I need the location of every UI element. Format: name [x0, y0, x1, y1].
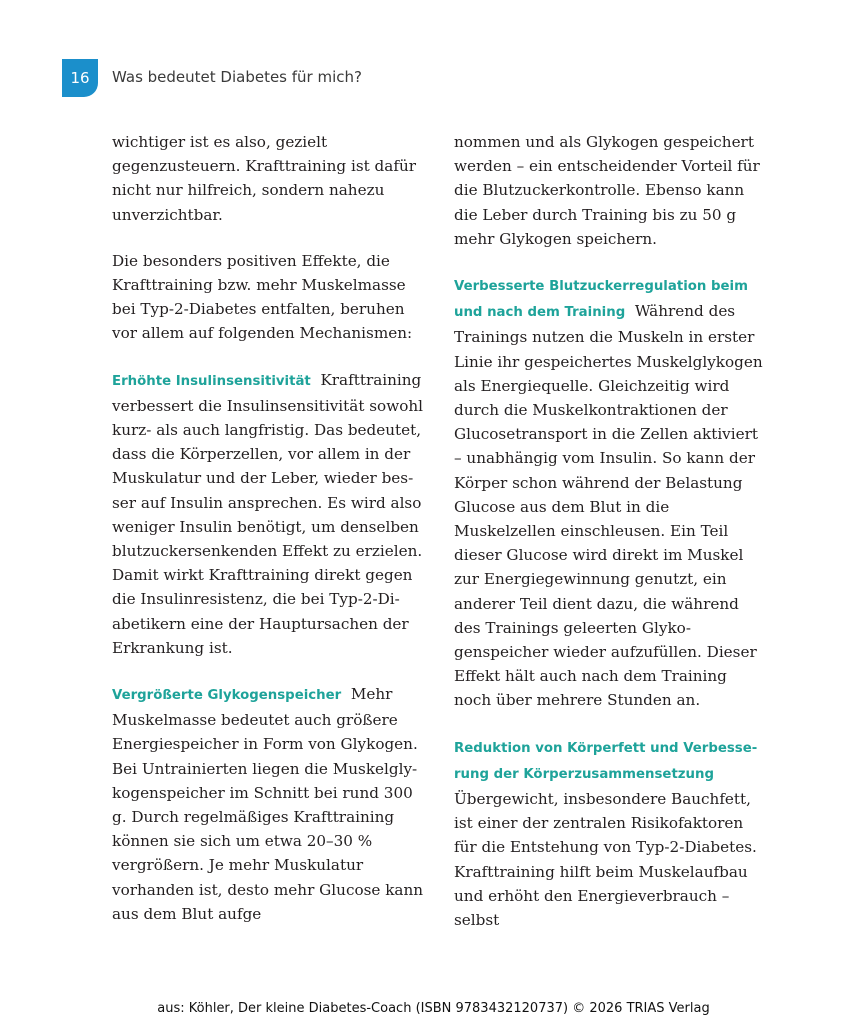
section-heading: Reduktion von Körperfett und Verbesserung der Körperzusammensetzung: [454, 740, 758, 782]
section-glycogen-storage: [112, 682, 424, 926]
section-blood-sugar-regulation: [454, 273, 766, 713]
section-text: Übergewicht, insbesondere Bauchfett, ist einer der zentralen Risikofaktoren für die Entstehung von Typ-2-Diabetes. Krafttraining hilft beim Muskelaufbau und erhöht den Energieverbrauch – selbst: [454, 790, 757, 930]
paragraph: nommen und als Glykogen gespeichert werden – ein entscheidender Vorteil für die Blutzuckerkontrolle. Ebenso kann die Leber durch Training bis zu 50 g mehr Glykogen speichern.: [454, 133, 760, 248]
left-column: [112, 130, 424, 926]
page-header: [0, 56, 867, 102]
section-heading: Erhöhte Insulinsensitivität: [112, 373, 311, 389]
paragraph: Die besonders positiven Effekte, die Krafttraining bzw. mehr Muskelmasse bei Typ-2-Diabetes entfalten, beruhen vor allem auf folgenden Mechanismen:: [112, 251, 413, 343]
section-heading: Verbesserte Blutzuckerregulation beim und nach dem Training: [454, 279, 748, 321]
running-head: Was bedeutet Diabetes für mich?: [112, 68, 362, 86]
section-text: Mehr Muskelmasse bedeutet auch größere Energiespeicher in Form von Glykogen. Bei Untrainierten liegen die Muskelglykogenspeicher im Schnitt bei rund 300 g. Durch regelmäßiges Krafttraining können sie sich um etwa 20–30 % vergrößern. Je mehr Muskulatur vorhanden ist, desto mehr Glucose kann aus dem Blut aufge: [112, 685, 424, 923]
right-column: [454, 130, 766, 932]
footer-citation: aus: Köhler, Der kleine Diabetes-Coach (ISBN 9783432120737) © 2026 TRIAS Verlag: [157, 1001, 710, 1016]
section-insulin-sensitivity: [112, 368, 424, 660]
page-number-badge: 16: [62, 59, 98, 97]
section-text: Während des Trainings nutzen die Muskeln in erster Linie ihr gespeichertes Muskelglykogen als Energiequelle. Gleichzeitig wird durch die Muskelkontraktionen der Glucosetransport in die Zellen aktiviert – unabhängig vom Insulin. So kann der Körper schon während der Belastung Glucose aus dem Blut in die Muskelzellen einschleusen. Ein Teil dieser Glucose wird direkt im Muskel zur Energiegewinnung genutzt, ein anderer Teil dient dazu, die während des Trainings geleerten Glykogenspeicher wieder aufzufüllen. Dieser Effekt hält auch nach dem Training noch über mehrere Stunden an.: [454, 302, 763, 710]
section-text: Krafttraining verbessert die Insulinsensitivität sowohl kurz- als auch langfristig. Das bedeutet, dass die Körperzellen, vor allem in der Muskulatur und der Leber, wieder besser auf Insulin ansprechen. Es wird also weniger Insulin benötigt, um denselben blutzuckersenkenden Effekt zu erzielen. Damit wirkt Krafttraining direkt gegen die Insulinresistenz, die bei Typ-2-Diabetikern eine der Hauptursachen der Erkrankung ist.: [112, 370, 423, 657]
section-body-fat-reduction: [454, 735, 766, 933]
paragraph: wichtiger ist es also, gezielt gegenzusteuern. Krafttraining ist dafür nicht nur hilfreich, sondern nahezu unverzichtbar.: [112, 133, 416, 224]
section-heading: Vergrößerte Glykogenspeicher: [112, 688, 342, 704]
